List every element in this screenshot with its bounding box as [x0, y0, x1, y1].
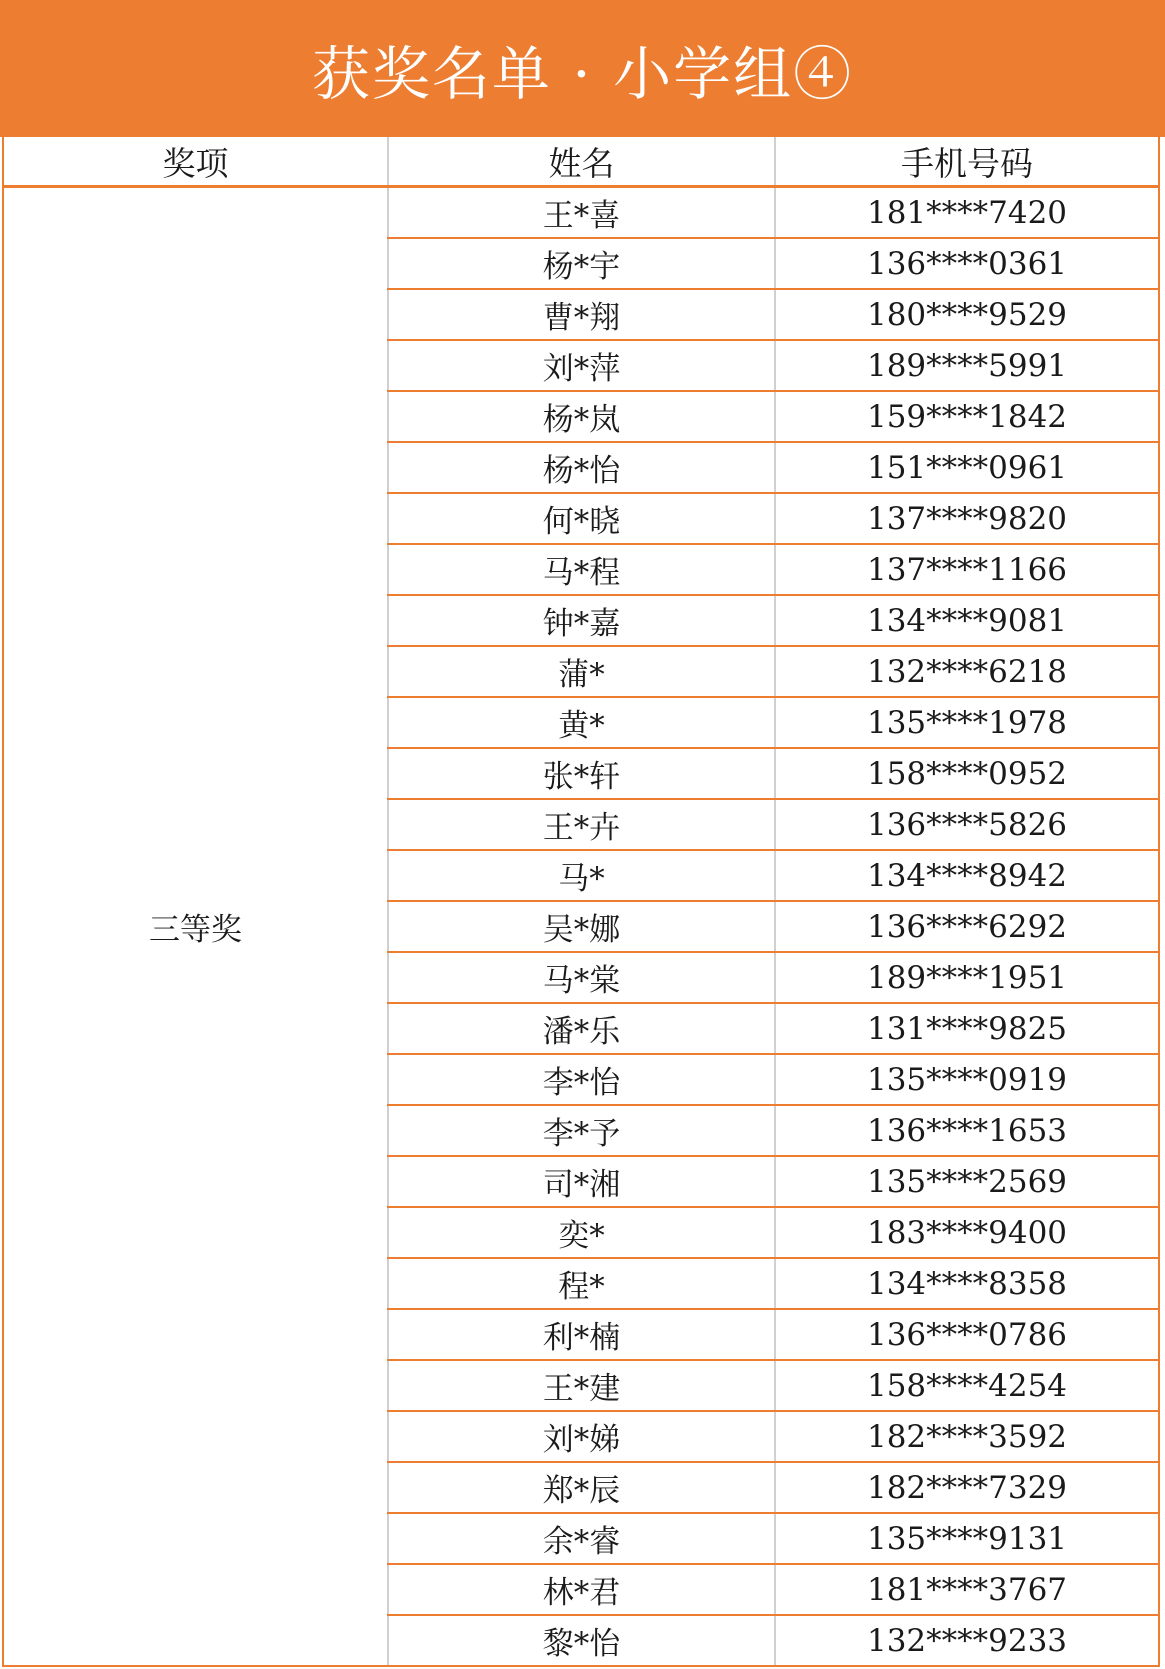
phone-cell: 189****1951: [775, 952, 1158, 1003]
phone-cell: 135****0919: [775, 1054, 1158, 1105]
name-cell: 刘*萍: [388, 340, 775, 391]
name-cell: 何*晓: [388, 493, 775, 544]
name-cell: 李*予: [388, 1105, 775, 1156]
name-cell: 刘*娣: [388, 1411, 775, 1462]
phone-cell: 183****9400: [775, 1207, 1158, 1258]
phone-cell: 134****9081: [775, 595, 1158, 646]
name-cell: 张*轩: [388, 748, 775, 799]
phone-cell: 135****9131: [775, 1513, 1158, 1564]
phone-cell: 135****1978: [775, 697, 1158, 748]
page-title: 获奖名单 · 小学组④: [311, 39, 854, 108]
phone-cell: 137****9820: [775, 493, 1158, 544]
phone-cell: 136****5826: [775, 799, 1158, 850]
phone-cell: 134****8942: [775, 850, 1158, 901]
name-cell: 杨*岚: [388, 391, 775, 442]
name-cell: 马*: [388, 850, 775, 901]
phone-cell: 182****7329: [775, 1462, 1158, 1513]
name-cell: 曹*翔: [388, 289, 775, 340]
phone-cell: 136****6292: [775, 901, 1158, 952]
phone-cell: 134****8358: [775, 1258, 1158, 1309]
phone-cell: 182****3592: [775, 1411, 1158, 1462]
name-cell: 林*君: [388, 1564, 775, 1615]
name-cell: 王*喜: [388, 187, 775, 239]
phone-cell: 151****0961: [775, 442, 1158, 493]
name-cell: 程*: [388, 1258, 775, 1309]
phone-cell: 158****4254: [775, 1360, 1158, 1411]
phone-cell: 131****9825: [775, 1003, 1158, 1054]
name-cell: 马*棠: [388, 952, 775, 1003]
phone-cell: 132****9233: [775, 1615, 1158, 1665]
header-phone: 手机号码: [775, 137, 1158, 187]
table-row: [4, 187, 1158, 239]
name-cell: 吴*娜: [388, 901, 775, 952]
name-cell: 奕*: [388, 1207, 775, 1258]
header-name: 姓名: [388, 137, 775, 187]
name-cell: 马*程: [388, 544, 775, 595]
table-header-row: [4, 137, 1158, 187]
phone-cell: 180****9529: [775, 289, 1158, 340]
phone-cell: 158****0952: [775, 748, 1158, 799]
phone-cell: 159****1842: [775, 391, 1158, 442]
phone-cell: 137****1166: [775, 544, 1158, 595]
phone-cell: 181****3767: [775, 1564, 1158, 1615]
winners-table: [4, 137, 1158, 1665]
table-body: [4, 187, 1158, 1666]
header-award: 奖项: [4, 137, 388, 187]
name-cell: 杨*怡: [388, 442, 775, 493]
name-cell: 杨*宇: [388, 238, 775, 289]
phone-cell: 181****7420: [775, 187, 1158, 239]
name-cell: 蒲*: [388, 646, 775, 697]
name-cell: 司*湘: [388, 1156, 775, 1207]
name-cell: 李*怡: [388, 1054, 775, 1105]
name-cell: 钟*嘉: [388, 595, 775, 646]
phone-cell: 132****6218: [775, 646, 1158, 697]
phone-cell: 189****5991: [775, 340, 1158, 391]
winners-table-container: [2, 137, 1160, 1667]
name-cell: 余*睿: [388, 1513, 775, 1564]
phone-cell: 136****1653: [775, 1105, 1158, 1156]
phone-cell: 136****0786: [775, 1309, 1158, 1360]
name-cell: 利*楠: [388, 1309, 775, 1360]
name-cell: 王*建: [388, 1360, 775, 1411]
name-cell: 郑*辰: [388, 1462, 775, 1513]
name-cell: 黄*: [388, 697, 775, 748]
title-banner: [0, 0, 1165, 137]
phone-cell: 135****2569: [775, 1156, 1158, 1207]
phone-cell: 136****0361: [775, 238, 1158, 289]
name-cell: 王*卉: [388, 799, 775, 850]
award-level-cell: 三等奖: [149, 912, 242, 948]
name-cell: 黎*怡: [388, 1615, 775, 1665]
name-cell: 潘*乐: [388, 1003, 775, 1054]
